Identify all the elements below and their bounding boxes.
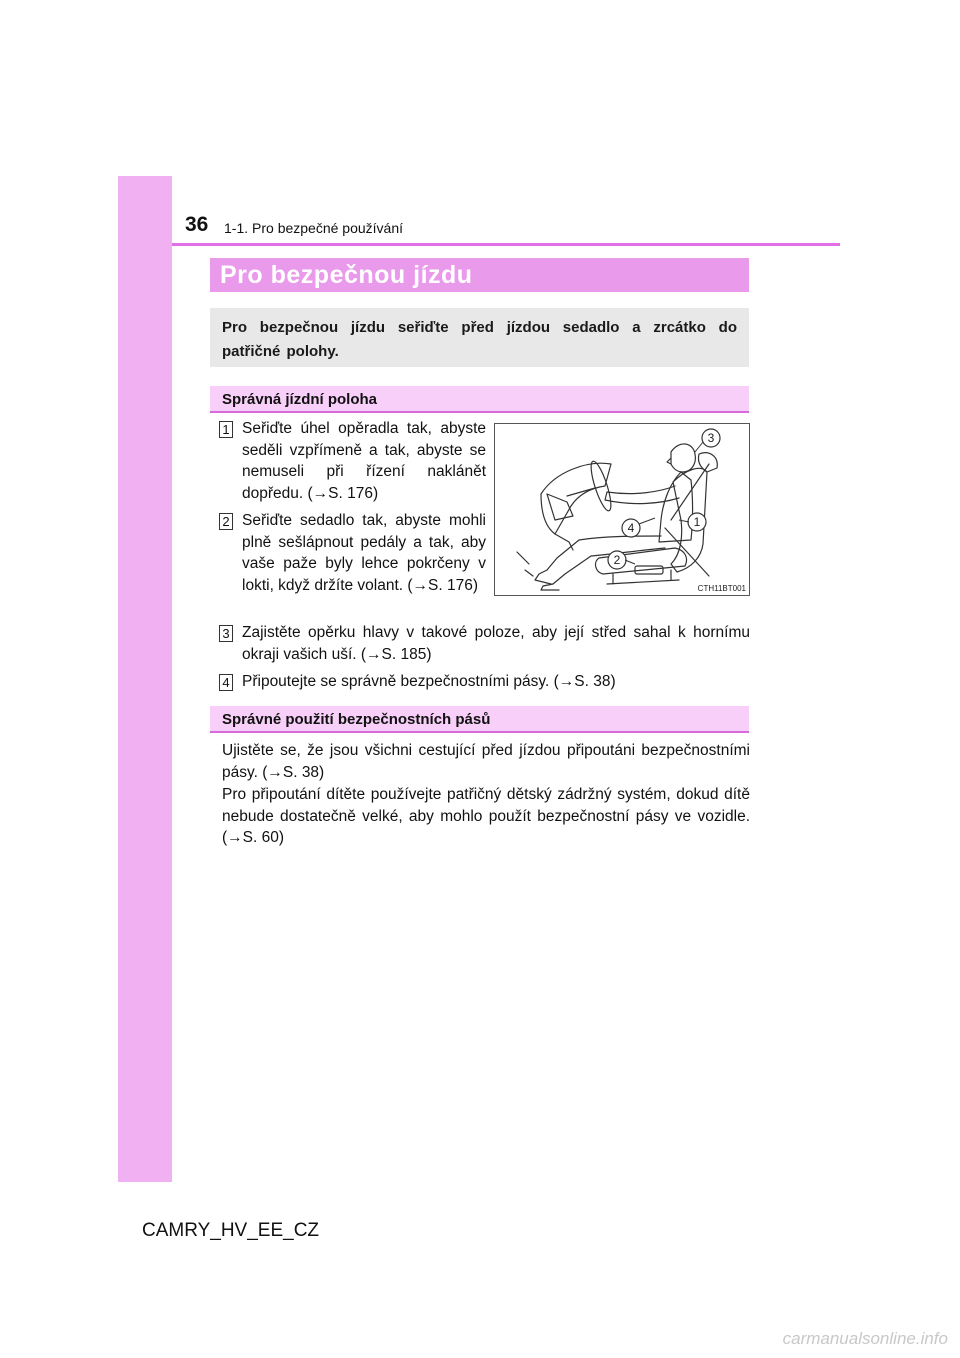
header-rule — [172, 243, 840, 246]
step-text-1: Seřiďte úhel opěradla tak, abyste seděli vzpřímeně a tak, abyste se nemuseli při řízení naklánět dopředu. (→S. 176) — [242, 420, 486, 503]
callout-1: 1 — [693, 515, 701, 529]
driver-seat-drawing — [495, 424, 749, 595]
callout-2: 2 — [613, 553, 621, 567]
step-text-4: Připoutejte se správně bezpečnostními pásy. (→S. 38) — [242, 673, 616, 690]
step-text-3: Zajistěte opěrku hlavy v takové poloze, aby její střed sahal k hornímu okraji vašich uší. (→S. 185) — [242, 624, 750, 663]
section-heading-bar-2 — [210, 706, 749, 733]
page-number: 36 — [185, 213, 209, 236]
side-tab-band — [118, 176, 172, 1182]
watermark: carmanualsonline.info — [782, 1329, 948, 1348]
chapter-heading: 1-1. Pro bezpečné používání — [224, 220, 404, 236]
document-code: CAMRY_HV_EE_CZ — [142, 1220, 320, 1241]
figure-caption: CTH11BT001 — [697, 584, 746, 593]
section-heading-bar — [210, 386, 749, 413]
driving-position-illustration — [494, 423, 750, 596]
callout-3: 3 — [707, 431, 715, 445]
step-number-2: 2 — [219, 513, 233, 530]
page-title-bar — [210, 258, 749, 292]
belt-paragraph-2: Pro připoutání dítěte používejte patřičný dětský zádržný systém, dokud dítě nebude dostatečně velké, aby mohlo použít bezpečnostní pásy ve vozidle. (→S. 60) — [222, 786, 750, 847]
step-number-4: 4 — [219, 674, 233, 691]
callout-4: 4 — [627, 521, 635, 535]
step-number-1: 1 — [219, 421, 233, 438]
step-number-3: 3 — [219, 625, 233, 642]
belt-paragraph-1: Ujistěte se, že jsou všichni cestující před jízdou připoutáni bezpečnostními pásy. (→S. 38) — [222, 742, 750, 781]
page-title: Pro bezpečnou jízdu — [220, 261, 473, 289]
section-heading-2: Správné použití bezpečnostních pásů — [222, 711, 491, 728]
section-heading: Správná jízdní poloha — [222, 391, 378, 408]
step-text-2: Seřiďte sedadlo tak, abyste mohli plně sešlápnout pedály a tak, aby vaše paže byly lehce pokrčeny v lokti, když držíte volant. (→S. 176) — [242, 512, 486, 595]
summary-box: Pro bezpečnou jízdu seřiďte před jízdou sedadlo a zrcátko do patřičné polohy. — [210, 308, 749, 367]
